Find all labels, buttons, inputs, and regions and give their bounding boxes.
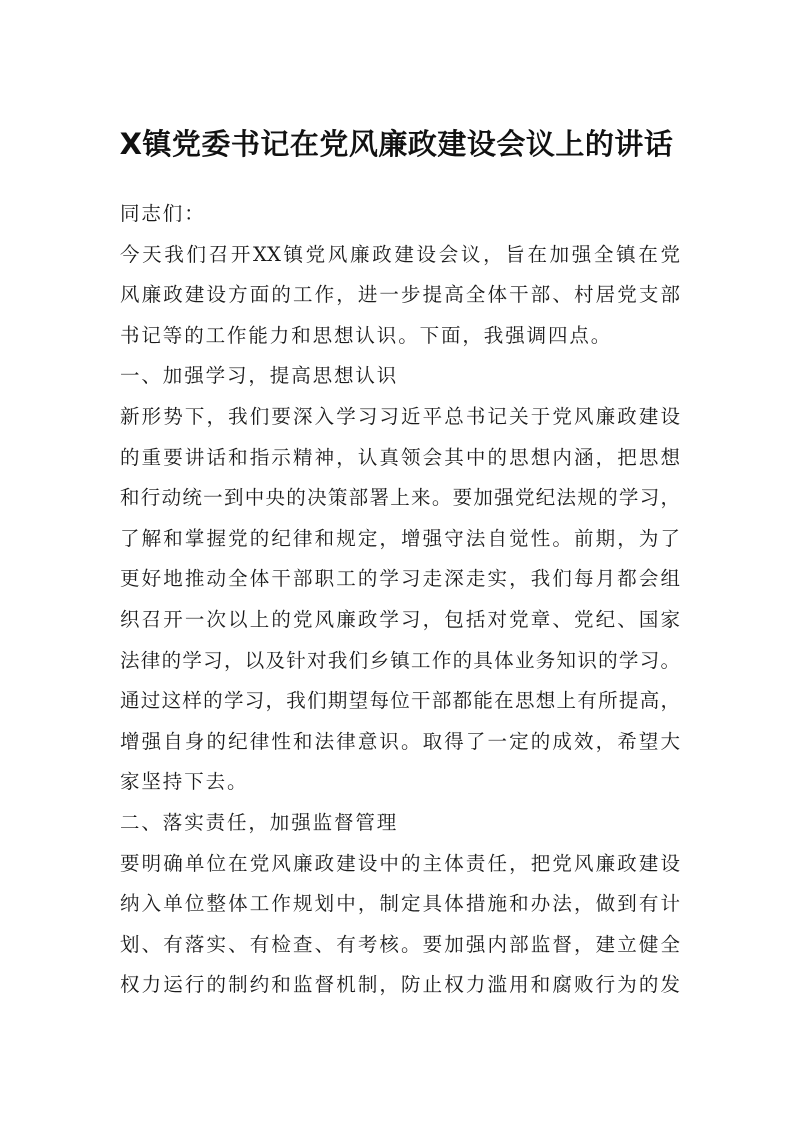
paragraph-line: 新形势下，我们要深入学习习近平总书记关于党风廉政建设 <box>120 404 680 428</box>
paragraph-line: 书记等的工作能力和思想认识。下面，我强调四点。 <box>120 323 613 347</box>
paragraph-line: 权力运行的制约和监督机制，防止权力滥用和腐败行为的发 <box>120 973 680 997</box>
salutation: 同志们： <box>120 202 206 225</box>
paragraph-line: 的重要讲话和指示精神，认真领会其中的思想内涵，把思想 <box>120 445 680 469</box>
section-heading: 一、加强学习，提高思想认识 <box>120 364 399 388</box>
document-title: X镇党委书记在党风廉政建设会议上的讲话 <box>119 127 674 161</box>
paragraph-line: 更好地推动全体干部职工的学习走深走实，我们每月都会组 <box>120 567 680 591</box>
paragraph-line: 家坚持下去。 <box>120 770 249 794</box>
paragraph-line: 和行动统一到中央的决策部署上来。要加强党纪法规的学习， <box>120 486 680 510</box>
paragraph-line: 划、有落实、有检查、有考核。要加强内部监督，建立健全 <box>120 932 680 956</box>
paragraph-line: 了解和掌握党的纪律和规定，增强守法自觉性。前期，为了 <box>120 526 680 550</box>
paragraph-line: 风廉政建设方面的工作，进一步提高全体干部、村居党支部 <box>120 283 680 307</box>
paragraph-line: 纳入单位整体工作规划中，制定具体措施和办法，做到有计 <box>120 892 680 916</box>
paragraph-line: 织召开一次以上的党风廉政学习，包括对党章、党纪、国家 <box>120 607 680 631</box>
document-body <box>120 194 680 1006</box>
paragraph-line: 法律的学习，以及针对我们乡镇工作的具体业务知识的学习。 <box>120 648 680 672</box>
paragraph-line: 要明确单位在党风廉政建设中的主体责任，把党风廉政建设 <box>120 851 680 875</box>
section-heading: 二、落实责任，加强监督管理 <box>120 810 399 834</box>
paragraph-line: 今天我们召开XX镇党风廉政建设会议，旨在加强全镇在党 <box>120 242 680 266</box>
paragraph-line: 增强自身的纪律性和法律意识。取得了一定的成效，希望大 <box>120 729 680 753</box>
paragraph-line: 通过这样的学习，我们期望每位干部都能在思想上有所提高， <box>120 689 680 713</box>
